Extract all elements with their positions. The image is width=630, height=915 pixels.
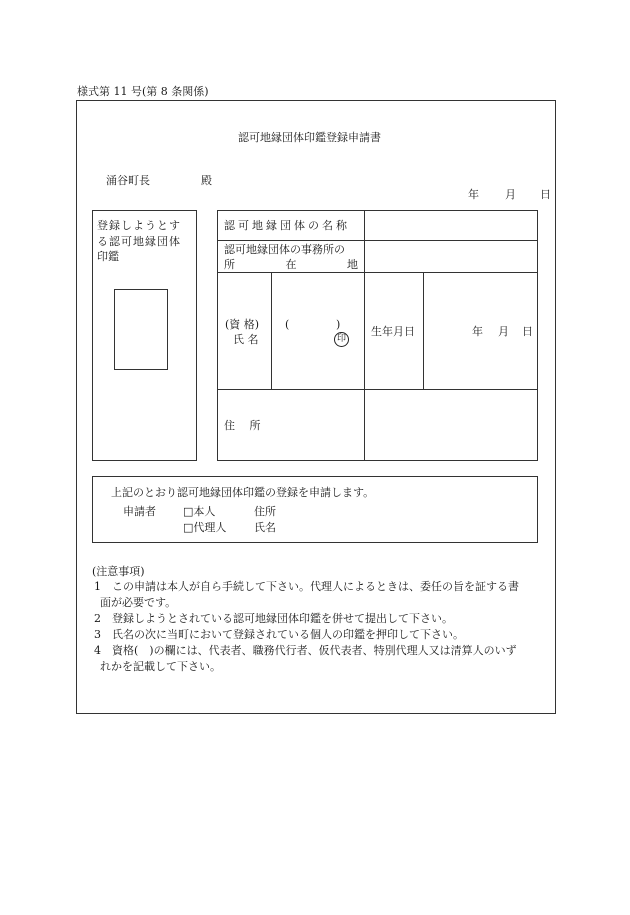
option-agent-checkbox[interactable]: □代理人 (183, 521, 227, 534)
note-line: れかを記載して下さい。 (100, 660, 221, 673)
col-divider-birth-value (423, 272, 424, 389)
group-name-field[interactable] (366, 212, 536, 239)
row-divider-3 (217, 389, 538, 390)
notes-heading: (注意事項) (92, 565, 145, 578)
qualification-field[interactable] (292, 316, 334, 330)
form-number: 様式第 11 号(第 8 条関係) (77, 85, 209, 98)
address-field[interactable] (366, 392, 536, 458)
row-divider-2 (217, 272, 538, 273)
birthdate-field[interactable] (426, 275, 536, 387)
note-line: 面が必要です。 (100, 596, 177, 609)
addressee-name: 涌谷町長 (106, 174, 150, 187)
date-month: 月 (505, 188, 516, 201)
name-label: 氏 名 (233, 333, 259, 346)
addressee-honorific: 殿 (201, 174, 212, 187)
seal-impression-area[interactable] (114, 289, 168, 370)
office-label-part-1: 所 (224, 258, 235, 271)
birth-year: 年 (472, 325, 483, 338)
form-title: 認可地縁団体印鑑登録申請書 (238, 131, 381, 144)
qualification-label: (資 格) (225, 318, 260, 331)
seal-section-label-2: る認可地縁団体 (97, 235, 181, 248)
office-location-field[interactable] (366, 242, 536, 271)
declaration-name-label: 氏名 (254, 521, 276, 534)
group-name-label: 認可地縁団体の名称 (224, 219, 350, 232)
date-day: 日 (540, 188, 551, 201)
option-self-checkbox[interactable]: □本人 (183, 505, 216, 518)
birthdate-label: 生年月日 (371, 325, 415, 338)
col-divider-birth-label (364, 272, 365, 460)
applicant-label: 申請者 (123, 505, 156, 518)
row-divider-1 (217, 240, 538, 241)
seal-section-label-1: 登録しようとす (97, 219, 181, 232)
birth-day: 日 (522, 325, 533, 338)
office-label-line2 (224, 258, 358, 271)
date-year: 年 (468, 188, 479, 201)
office-label-part-3: 地 (347, 258, 358, 271)
note-line: 4 資格( )の欄には、代表者、職務代行者、仮代表者、特別代理人又は清算人のいず (94, 644, 517, 657)
birth-month: 月 (498, 325, 509, 338)
col-divider-label (364, 210, 365, 272)
address-label: 住 所 (224, 419, 261, 432)
office-label-part-2: 在 (285, 258, 297, 271)
seal-mark (334, 331, 349, 347)
declaration-address-label: 住所 (254, 505, 276, 518)
declaration-text: 上記のとおり認可地縁団体印鑑の登録を申請します。 (111, 486, 375, 499)
note-line: 2 登録しようとされている認可地縁団体印鑑を併せて提出して下さい。 (94, 612, 453, 625)
notes-list (94, 579, 519, 675)
col-divider-name (271, 272, 272, 389)
seal-section-label-3: 印鑑 (97, 250, 119, 263)
qualification-paren-close: ) (336, 318, 341, 331)
qualification-paren-open: ( (285, 318, 290, 331)
seal-mark-icon: 印 (334, 332, 349, 347)
note-line: 1 この申請は本人が自ら手続して下さい。代理人によるときは、委任の旨を証する書 (94, 580, 519, 593)
representative-name-field[interactable] (275, 332, 330, 348)
note-line: 3 氏名の次に当町において登録されている個人の印鑑を押印して下さい。 (94, 628, 464, 641)
office-label-line1: 認可地縁団体の事務所の (224, 243, 345, 256)
